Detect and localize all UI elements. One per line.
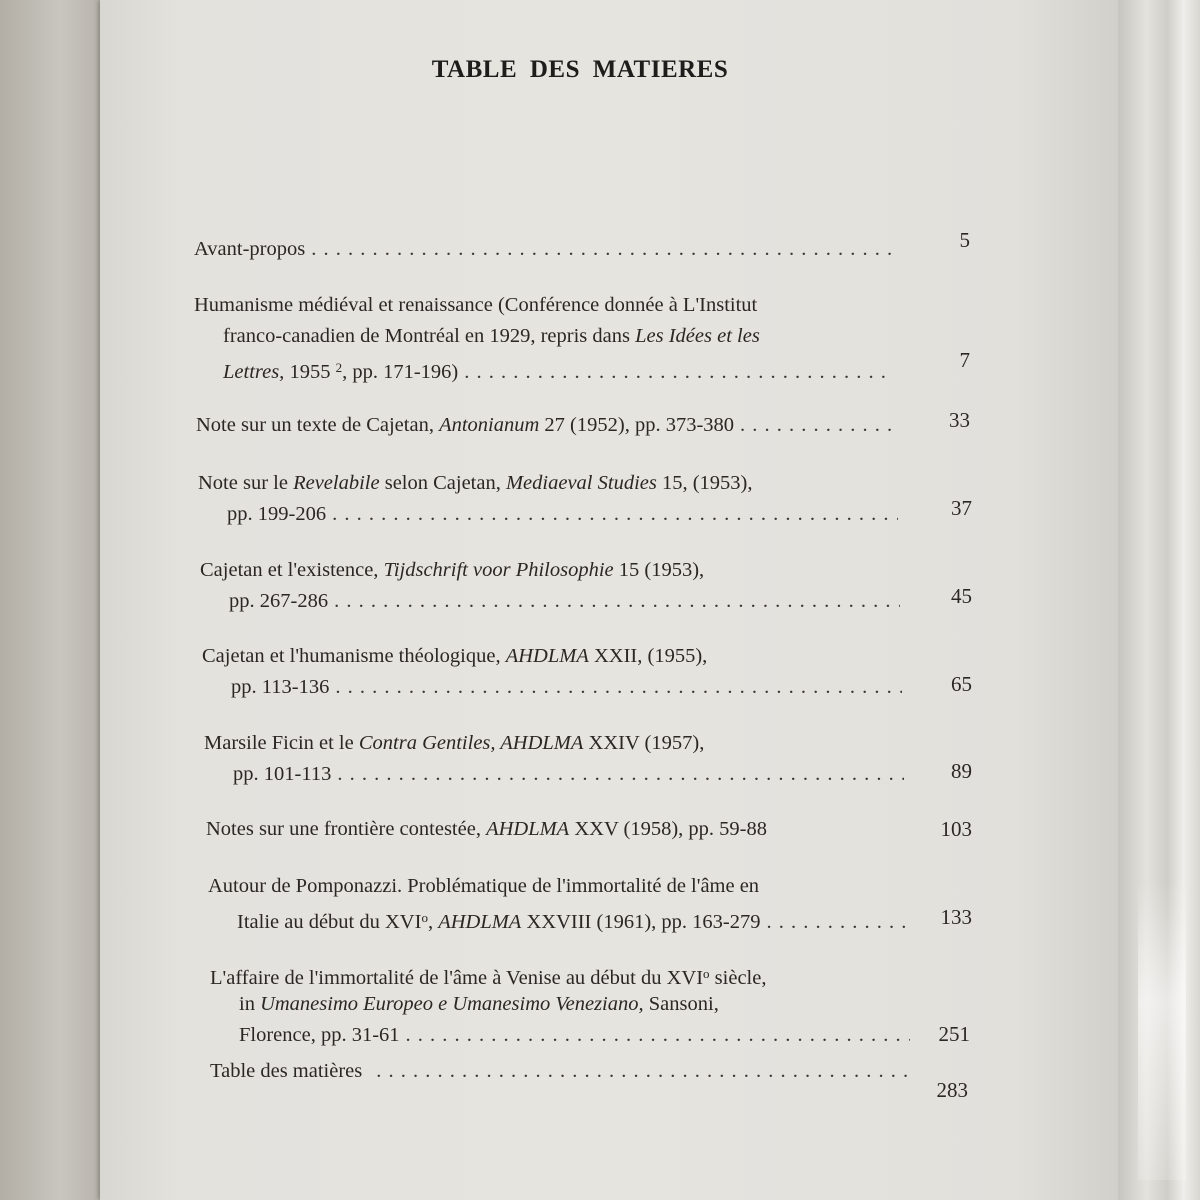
toc-entry-pomponazzi: Autour de Pomponazzi. Problématique de l'immortalité de l'âme en Italie au début du XVI$^o$, AHDLMA XXVIII (1961), pp. 163-279 . . . <box>208 871 908 933</box>
page-number: 89 <box>951 759 972 783</box>
page-number: 33 <box>949 408 970 432</box>
page-stack-edge <box>1118 0 1200 1200</box>
dot-leader <box>334 586 900 617</box>
page-title: TABLE DES MATIERES <box>431 56 729 83</box>
page-number: 65 <box>951 672 972 696</box>
dot-leader <box>332 499 898 530</box>
toc-entry-note-cajetan: Note sur un texte de Cajetan, Antonianum 27 (1952), pp. 373-380 . . . <box>196 410 896 441</box>
toc-entry-humanisme-theologique: Cajetan et l'humanisme théologique, AHDLMA XXII, (1955), pp. 113-136 . . . <box>202 641 902 703</box>
toc-entry-frontiere: Notes sur une frontière contestée, AHDLMA XXV (1958), pp. 59-88 <box>206 818 767 840</box>
toc-entry-table-des-matieres: Table des matières . . . <box>210 1056 910 1087</box>
page-number: 251 <box>938 1022 970 1046</box>
toc-entry-marsile-ficin: Marsile Ficin et le Contra Gentiles, AHDLMA XXIV (1957), pp. 101-113 . . . <box>204 728 904 790</box>
dot-leader <box>337 759 904 790</box>
page-number: 103 <box>940 817 972 841</box>
dot-leader <box>376 1056 910 1087</box>
toc-entry-venise: L'affaire de l'immortalité de l'âme à Venise au début du XVI$^o$ siècle, in Umanesimo Europeo e Umanesimo Veneziano, Sansoni, Florence, pp. 31-61 . . . <box>210 958 910 1051</box>
dot-leader <box>464 357 894 388</box>
dot-leader <box>740 410 896 441</box>
toc-entry-humanisme: Humanisme médiéval et renaissance (Conférence donnée à L'Institut franco-canadien de Montréal en 1929, repris dans Les Idées et les Lettres, 1955 $^2$, pp. 171-196) . . . <box>194 290 894 383</box>
page-number: 45 <box>951 584 972 608</box>
toc-entry-existence: Cajetan et l'existence, Tijdschrift voor Philosophie 15 (1953), pp. 267-286 . . . <box>200 555 900 617</box>
page-number: 37 <box>951 496 972 520</box>
facing-page-edge <box>0 0 100 1200</box>
page-number: 7 <box>959 348 970 372</box>
dot-leader <box>335 672 902 703</box>
entry-title: Avant-propos <box>194 238 306 260</box>
dot-leader <box>311 234 894 265</box>
page-number: 133 <box>940 905 972 929</box>
page-number: 5 <box>959 228 970 252</box>
toc-entry-revelabile: Note sur le Revelabile selon Cajetan, Mediaeval Studies 15, (1953), pp. 199-206 . . . <box>198 468 898 530</box>
page-number: 283 <box>936 1078 968 1102</box>
dot-leader <box>766 907 908 938</box>
toc-entry-avant-propos <box>194 234 894 265</box>
dot-leader <box>406 1020 910 1051</box>
entry-line: Humanisme médiéval et renaissance (Conférence donnée à L'Institut <box>194 294 758 316</box>
